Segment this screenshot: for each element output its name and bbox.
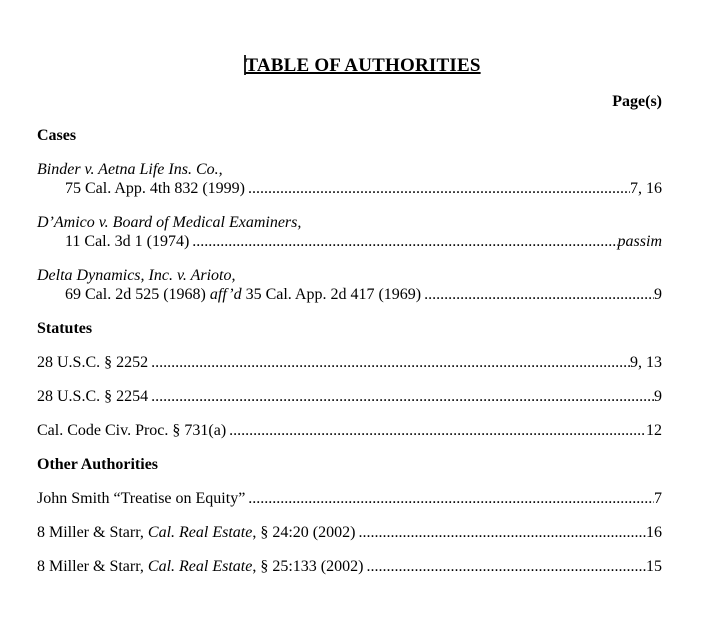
citation-text bbox=[65, 179, 245, 198]
page-numbers: 9 bbox=[654, 286, 662, 303]
section-heading: Statutes bbox=[37, 320, 93, 337]
toa-entry bbox=[37, 387, 662, 406]
title-row bbox=[0, 55, 725, 78]
citation-line bbox=[37, 353, 662, 372]
citation-text bbox=[65, 285, 421, 304]
toa-entry bbox=[37, 353, 662, 372]
citation-text bbox=[65, 232, 189, 251]
text-segment: 75 Cal. App. 4th 832 (1999) bbox=[65, 180, 245, 197]
text-segment: 28 U.S.C. § 2254 bbox=[37, 388, 149, 405]
toa-sections bbox=[37, 126, 662, 576]
page-title: TABLE OF AUTHORITIES bbox=[245, 55, 481, 76]
dot-leader bbox=[151, 353, 630, 372]
italic-text-segment: Cal. Real Estate bbox=[147, 558, 253, 575]
case-name-line bbox=[37, 160, 662, 179]
citation-line bbox=[37, 285, 662, 304]
toa-entry bbox=[37, 213, 662, 251]
citation-text bbox=[37, 387, 148, 406]
dot-leader bbox=[358, 523, 646, 542]
toa-entry bbox=[37, 523, 662, 542]
citation-line bbox=[37, 557, 662, 576]
toa-section bbox=[37, 126, 662, 304]
page-numbers: 15 bbox=[646, 558, 662, 575]
toa-entry bbox=[37, 421, 662, 440]
citation-text bbox=[37, 523, 355, 542]
dot-leader bbox=[248, 489, 654, 508]
dot-leader bbox=[192, 232, 617, 251]
text-segment: , § 24:20 (2002) bbox=[252, 524, 356, 541]
toa-entry bbox=[37, 266, 662, 304]
toa-entry bbox=[37, 489, 662, 508]
case-name-line bbox=[37, 213, 662, 232]
citation-line bbox=[37, 421, 662, 440]
page-numbers: 16 bbox=[646, 524, 662, 541]
page-numbers: 7 bbox=[654, 490, 662, 507]
dot-leader bbox=[424, 285, 654, 304]
text-segment: 35 Cal. App. 2d 417 (1969) bbox=[241, 286, 422, 303]
citation-line bbox=[37, 387, 662, 406]
italic-text-segment: aff’d bbox=[209, 286, 242, 303]
section-heading: Cases bbox=[37, 127, 77, 144]
citation-line bbox=[37, 179, 662, 198]
italic-text-segment: Binder v. Aetna Life Ins. Co., bbox=[37, 161, 223, 178]
citation-text bbox=[37, 421, 226, 440]
dot-leader bbox=[151, 387, 654, 406]
dot-leader bbox=[229, 421, 646, 440]
citation-line bbox=[37, 523, 662, 542]
dot-leader bbox=[366, 557, 646, 576]
text-segment: , § 25:133 (2002) bbox=[252, 558, 364, 575]
text-segment: 11 Cal. 3d 1 (1974) bbox=[65, 233, 190, 250]
text-segment: 8 Miller & Starr, bbox=[37, 524, 148, 541]
text-segment: John Smith “Treatise on Equity” bbox=[37, 490, 246, 507]
text-segment: Cal. Code Civ. Proc. § 731(a) bbox=[37, 422, 227, 439]
citation-line bbox=[37, 489, 662, 508]
italic-text-segment: D’Amico v. Board of Medical Examiners, bbox=[37, 214, 302, 231]
toa-section bbox=[37, 455, 662, 576]
page-numbers: passim bbox=[617, 233, 662, 250]
citation-text bbox=[37, 353, 148, 372]
toa-section bbox=[37, 319, 662, 440]
pages-column-header: Page(s) bbox=[612, 93, 662, 110]
page-numbers: 7, 16 bbox=[630, 180, 662, 197]
text-segment: 69 Cal. 2d 525 (1968) bbox=[65, 286, 210, 303]
page-numbers: 12 bbox=[646, 422, 662, 439]
citation-text bbox=[37, 489, 245, 508]
dot-leader bbox=[248, 179, 630, 198]
section-heading: Other Authorities bbox=[37, 456, 159, 473]
citation-text bbox=[37, 557, 363, 576]
case-name-line bbox=[37, 266, 662, 285]
text-segment: 8 Miller & Starr, bbox=[37, 558, 148, 575]
citation-line bbox=[37, 232, 662, 251]
italic-text-segment: Delta Dynamics, Inc. v. Arioto, bbox=[37, 267, 236, 284]
toa-entry bbox=[37, 557, 662, 576]
italic-text-segment: Cal. Real Estate bbox=[147, 524, 253, 541]
page-numbers: 9, 13 bbox=[630, 354, 662, 371]
page-numbers: 9 bbox=[654, 388, 662, 405]
text-segment: 28 U.S.C. § 2252 bbox=[37, 354, 149, 371]
toa-entry bbox=[37, 160, 662, 198]
